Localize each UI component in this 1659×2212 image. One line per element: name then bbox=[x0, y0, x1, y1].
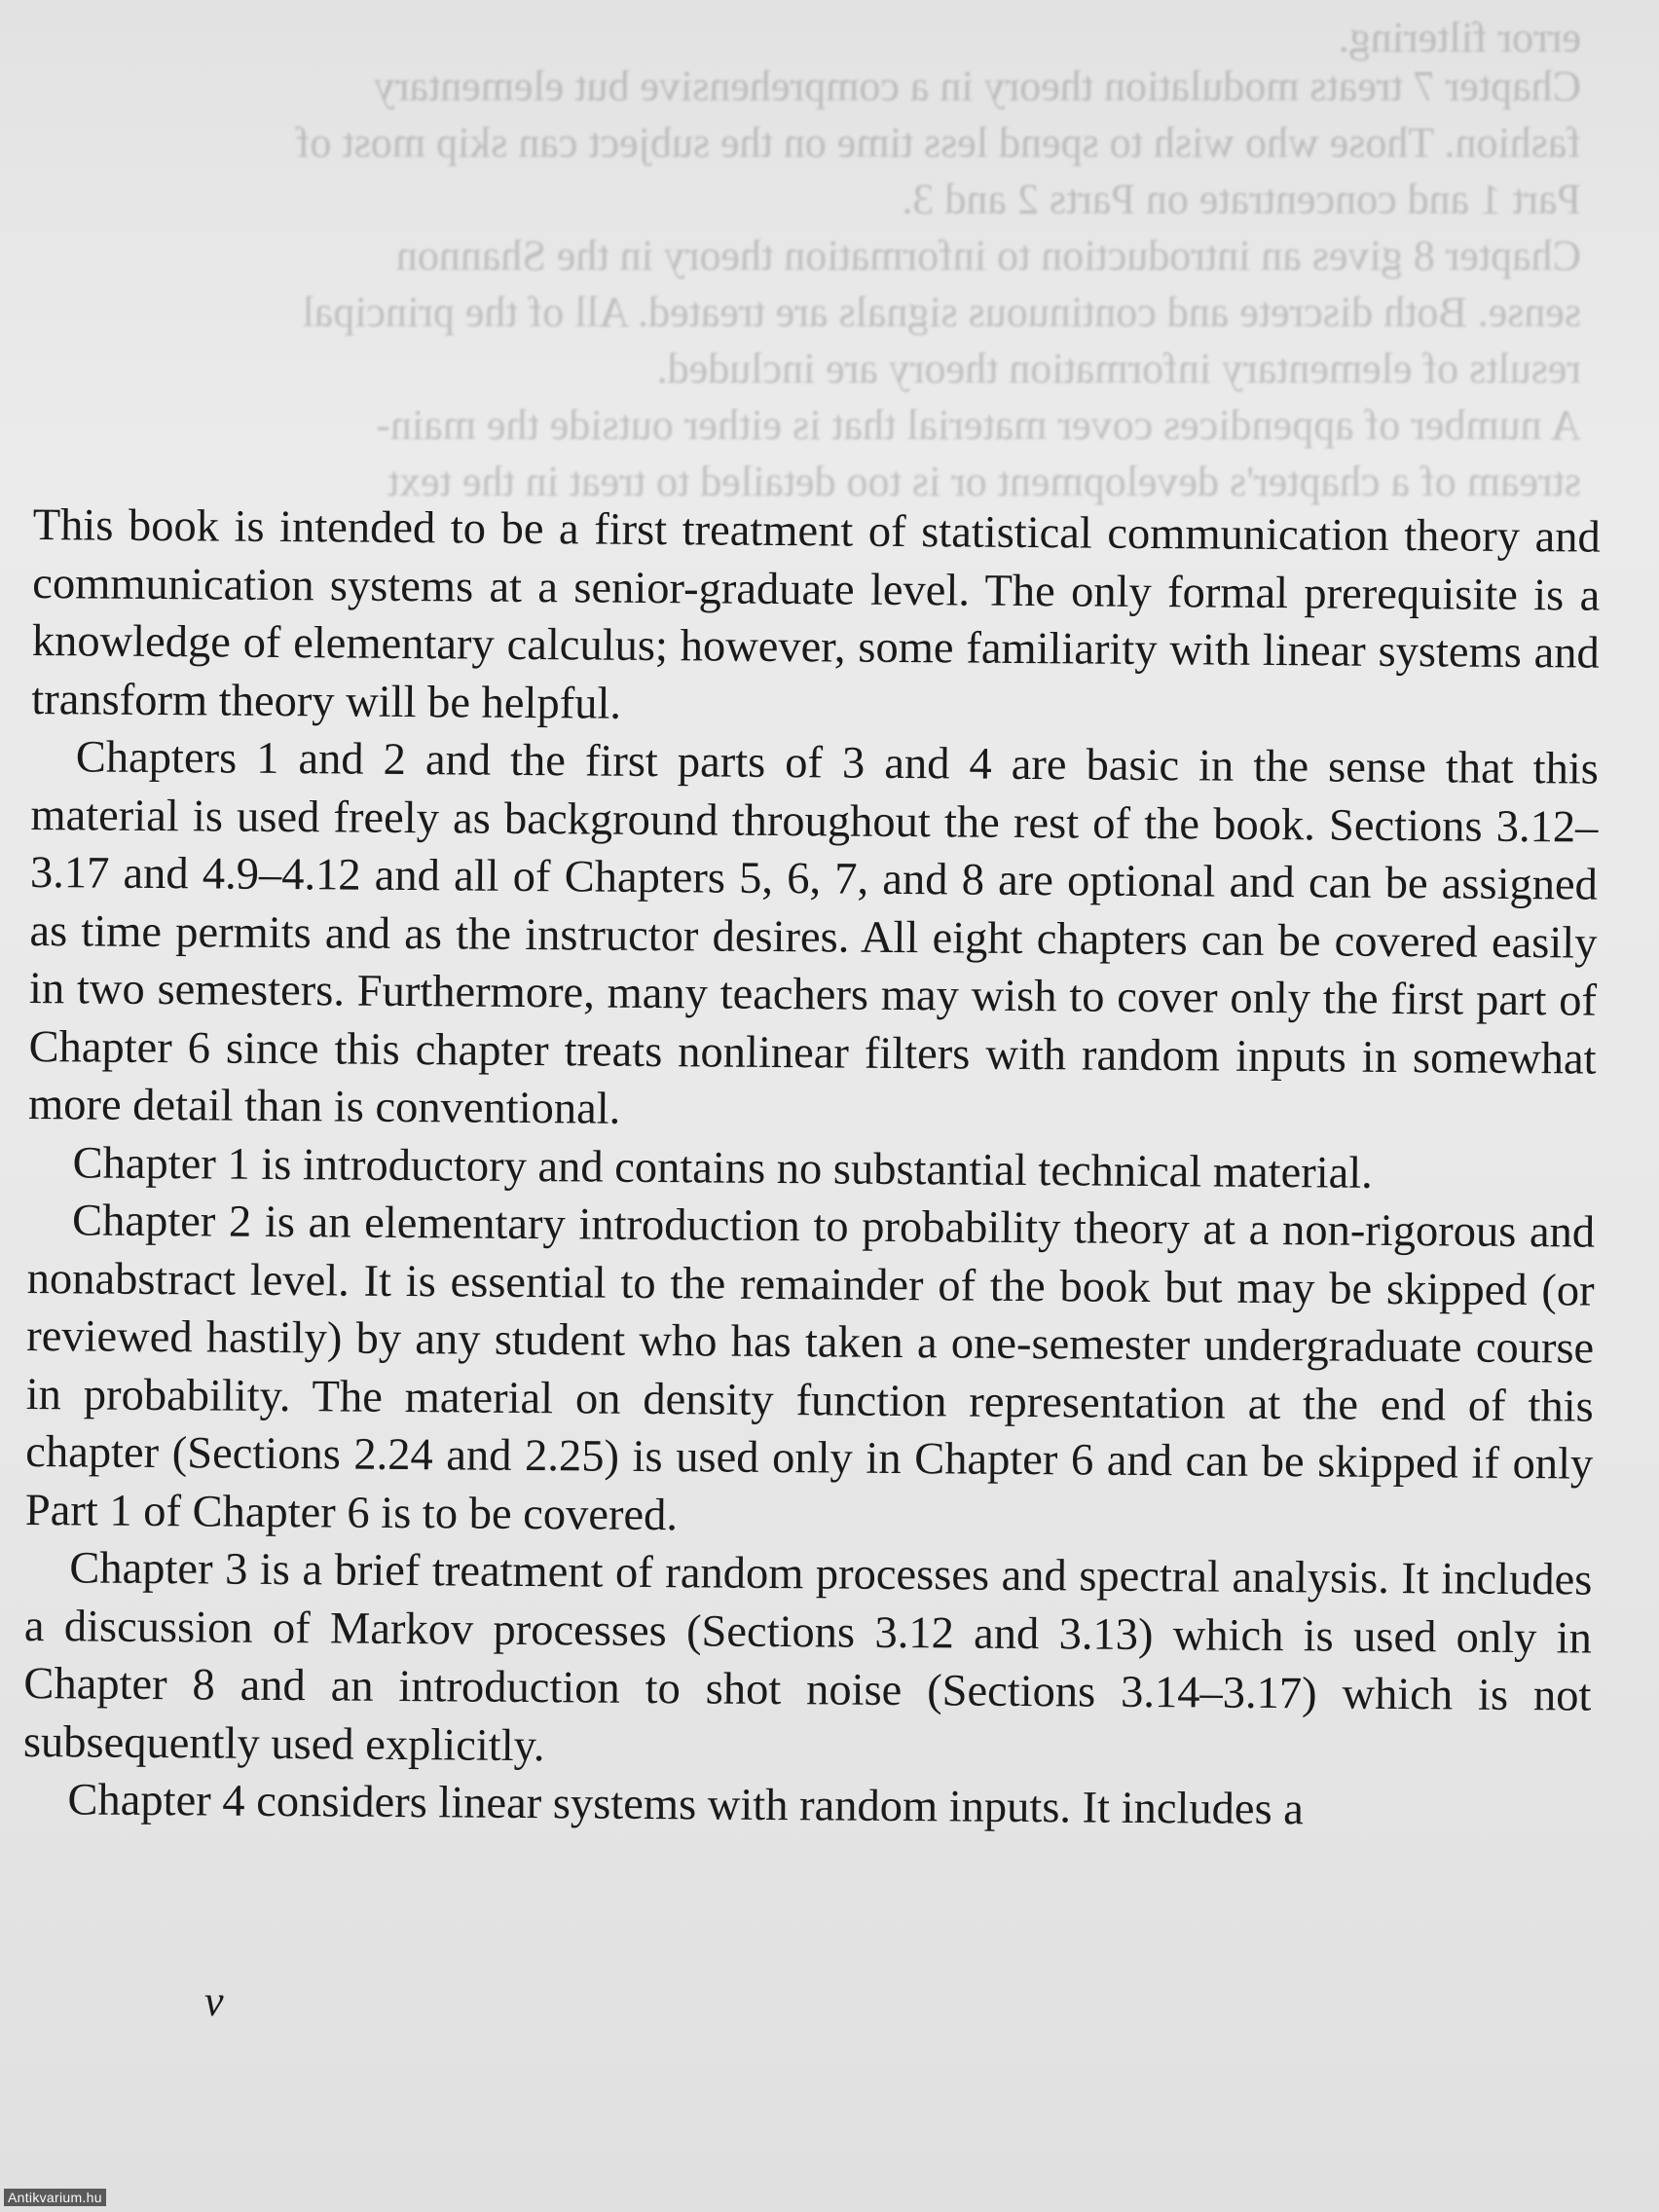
bleed-line: sense. Both discrete and continuous signals are treated. All of the principal bbox=[302, 288, 1581, 336]
paragraph-chapter-2: Chapter 2 is an elementary introduction to probability theory at a non-rigorous and nonabstract level. It is essential to the remainder of the book but may be skipped (or reviewed hastily) by any student who has taken a one-semester undergraduate course in probability. The material on density function representation at the end of this chapter (Sections 2.24 and 2.25) is used only in Chapter 6 and can be skipped if only Part 1 of Chapter 6 is to be covered. bbox=[24, 1196, 1596, 1540]
paragraph-chapter-overview: Chapters 1 and 2 and the first parts of 3 and 4 are basic in the sense that this material is used freely as background throughout the rest of the book. Sections 3.12–3.17 and 4.9–4.12 and all of Chapters 5, 6, 7, and 8 are optional and can be assigned as time permits and as the instructor desires. All eight chapters can be covered easily in two semesters. Furthermore, many teachers may wish to cover only the first part of Chapter 6 since this chapter treats nonlinear filters with random inputs in somewhat more detail than is conventional. bbox=[27, 732, 1600, 1134]
watermark-logo: Antikvarium.hu bbox=[4, 2189, 106, 2206]
bleed-line: Chapter 7 treats modulation theory in a comprehensive but elementary bbox=[373, 62, 1581, 110]
paragraph-chapter-1: Chapter 1 is introductory and contains no substantial technical material. bbox=[72, 1137, 1374, 1198]
bleed-line: A number of appendices cover material that is either outside the main- bbox=[376, 401, 1581, 449]
paragraph-intro: This book is intended to be a first treatment of statistical communication theory and communication systems at a senior-graduate level. The only formal prerequisite is a knowledge of elementary calculus; however, some familiarity with linear systems and transform theory will be helpful. bbox=[31, 499, 1601, 729]
paragraph-chapter-4: Chapter 4 considers linear systems with random inputs. It includes a bbox=[67, 1775, 1305, 1835]
paragraph-chapter-3: Chapter 3 is a brief treatment of random processes and spectral analysis. It includes a discussion of Markov processes (Sections 3.12 and 3.13) which is used only in Chapter 8 and an introduction to shot noise (Sections 3.14–3.17) which is not subsequently used explicitly. bbox=[22, 1543, 1593, 1771]
bleed-line: results of elementary information theory are included. bbox=[656, 345, 1581, 392]
preface-body bbox=[22, 497, 1601, 1841]
bleed-line: Chapter 8 gives an introduction to information theory in the Shannon bbox=[395, 232, 1581, 279]
bleed-line: error filtering. bbox=[1338, 14, 1581, 61]
bleed-through-text bbox=[0, 0, 1659, 506]
bleed-line: fashion. Those who wish to spend less time on the subject can skip most of bbox=[295, 119, 1581, 166]
bleed-line: stream of a chapter's development or is too detailed to treat in the text bbox=[387, 458, 1581, 505]
page-number: v bbox=[204, 1977, 224, 2025]
bleed-line: Part 1 and concentrate on Parts 2 and 3. bbox=[902, 175, 1581, 223]
